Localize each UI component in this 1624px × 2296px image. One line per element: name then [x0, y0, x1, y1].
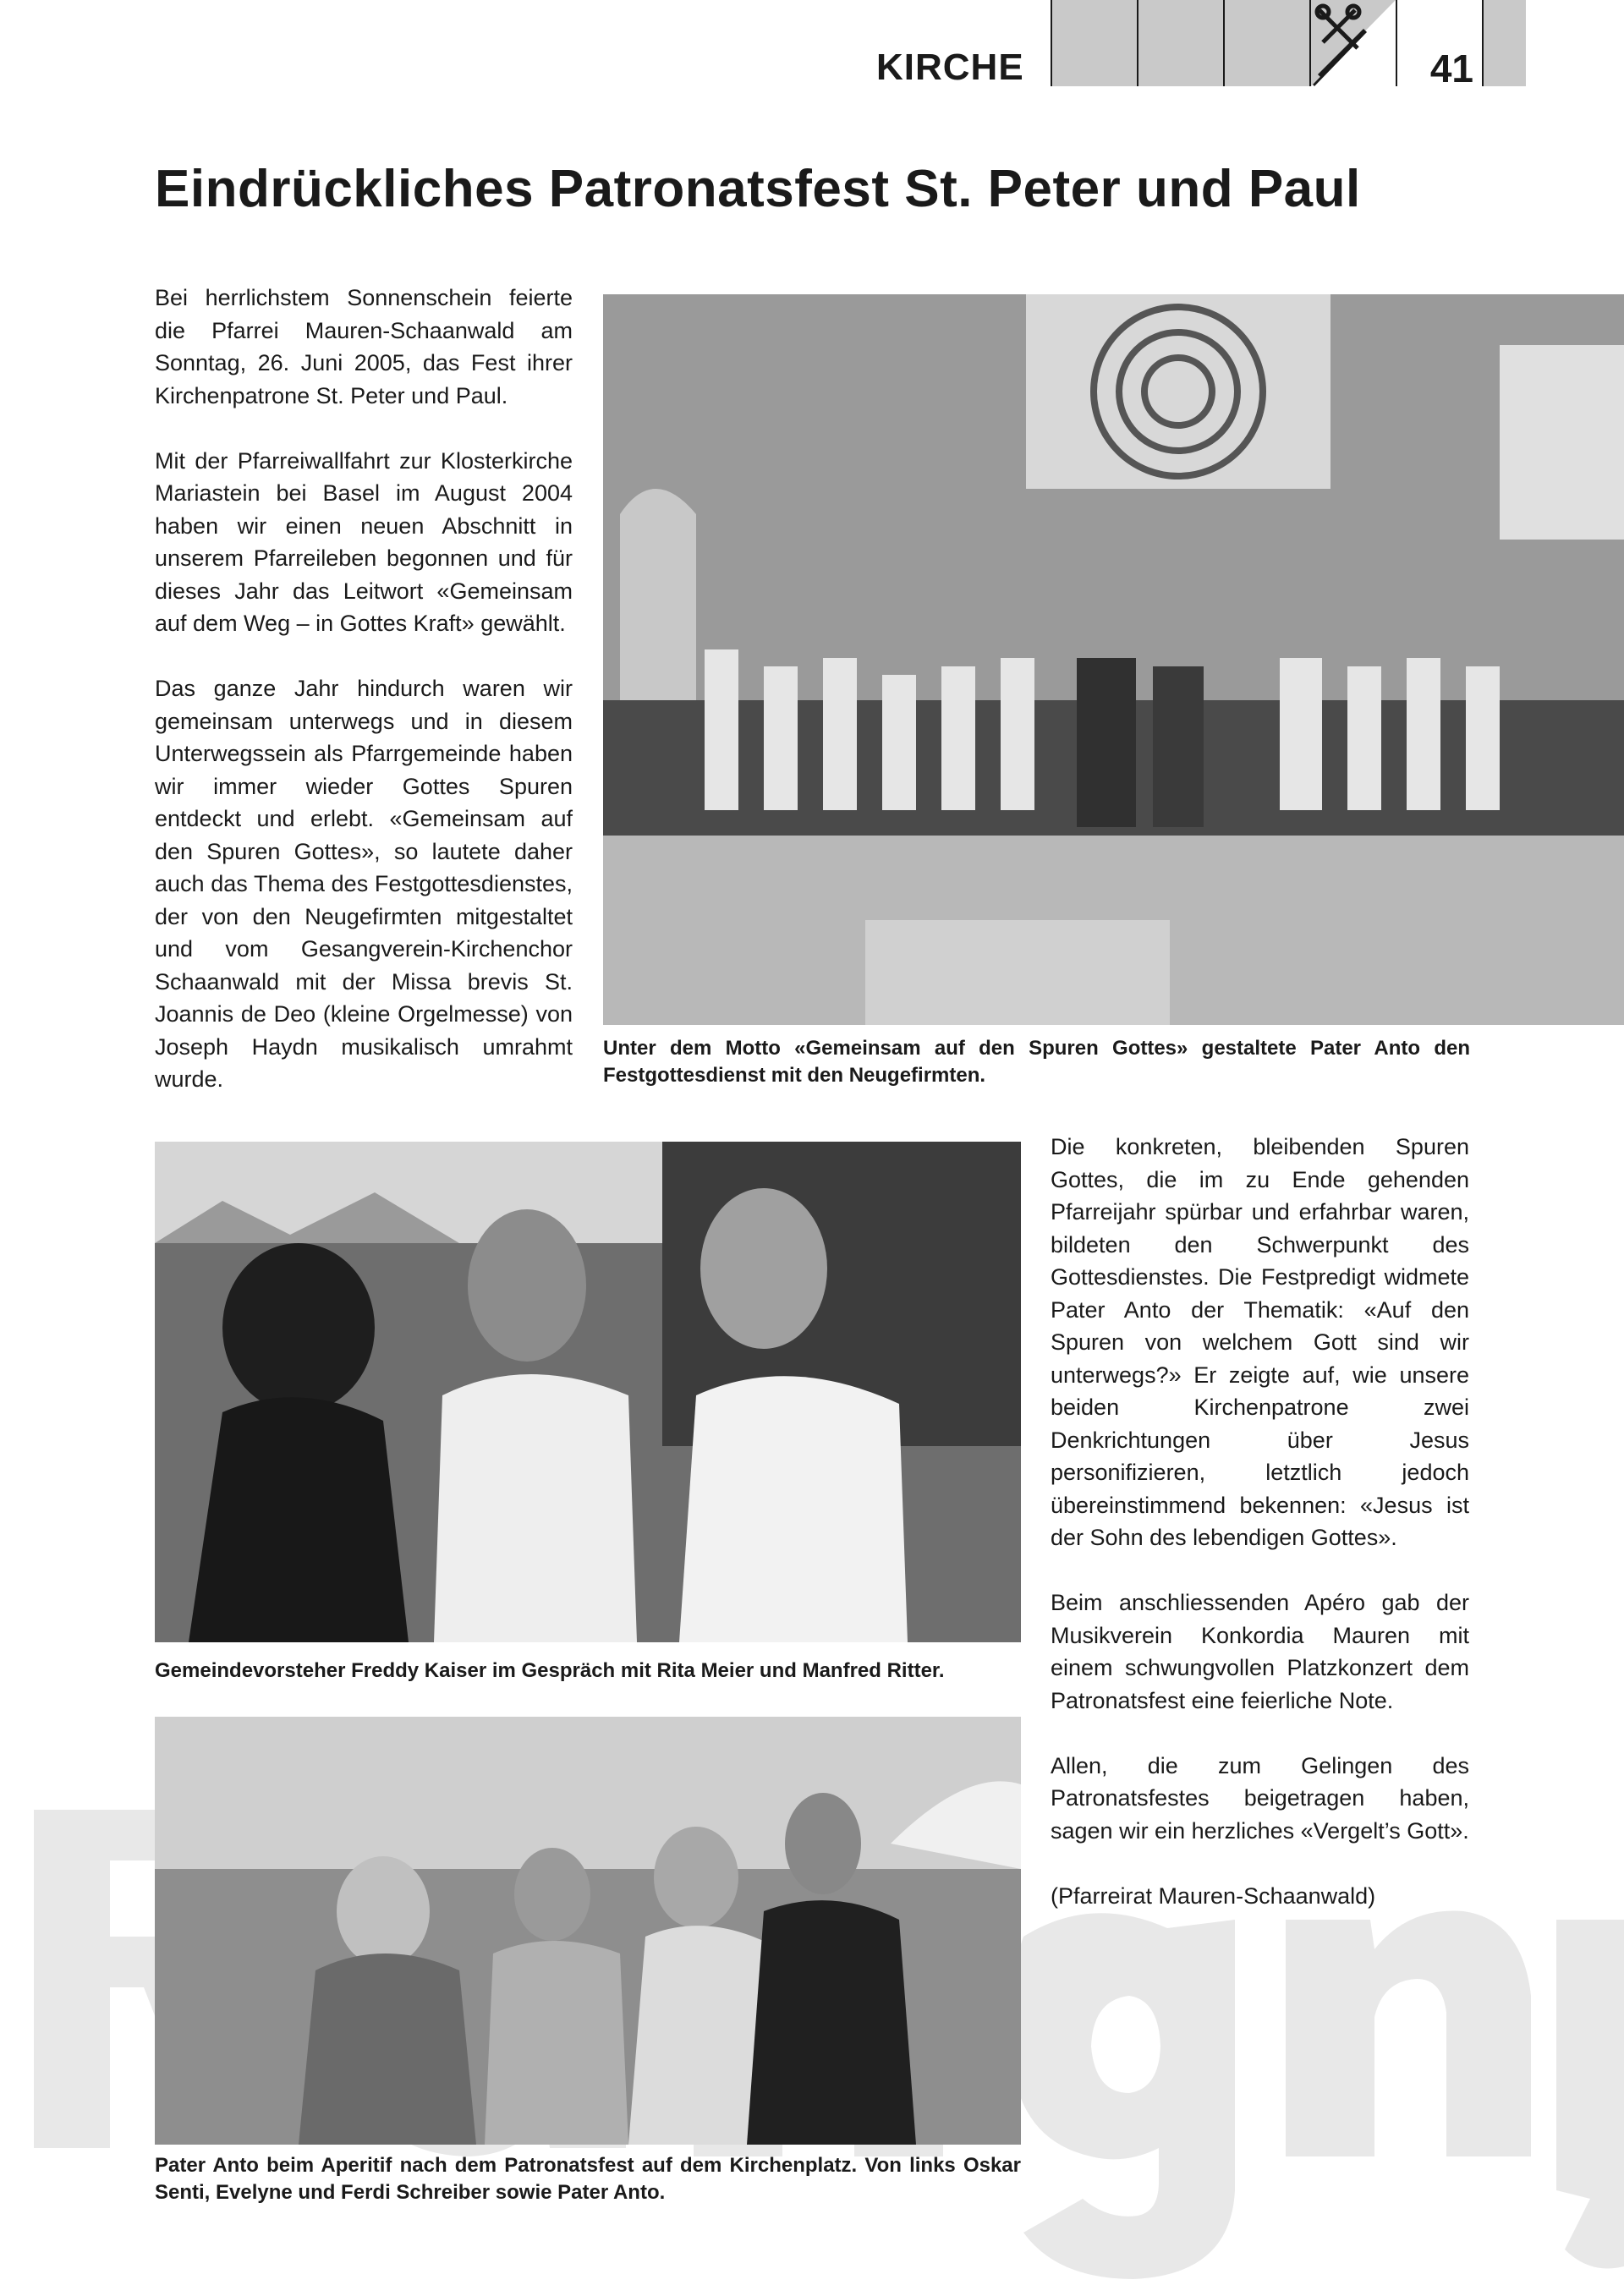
article-paragraph: Bei herrlichstem Sonnenschein feierte die Pfarrei Mauren-Schaanwald am Sonntag, 26. Juni 2005, das Fest ihrer Kirchenpatrone St. Peter und Paul.: [155, 285, 573, 408]
church-service-caption: Unter dem Motto «Gemeinsam auf den Spuren Gottes» gestaltete Pater Anto den Festgottesdienst mit den Neugefirmten.: [603, 1037, 1470, 1087]
article-left-column: [155, 282, 573, 1128]
article-paragraph: Beim anschliessenden Apéro gab der Musikverein Konkordia Mauren mit einem schwungvollen Platzkonzert dem Patronatsfest eine feierliche Note.: [1051, 1590, 1469, 1713]
header-grid: [1051, 0, 1526, 90]
page-number: 41: [1429, 47, 1473, 90]
header-emblem-cell: [1309, 0, 1396, 86]
aperitif-photo: [155, 1717, 1021, 2145]
page-number-box: [1396, 0, 1484, 90]
article-paragraph: Allen, die zum Gelingen des Patronatsfestes beigetragen haben, sagen wir ein herzliches «Vergelt’s Gott».: [1051, 1752, 1469, 1844]
header-grid-cell: [1051, 0, 1137, 86]
conversation-photo: [155, 1142, 1021, 1642]
header-grid-cell: [1137, 0, 1223, 86]
article-headline: Eindrückliches Patronatsfest St. Peter und Paul: [155, 160, 1361, 218]
conversation-caption: Gemeindevorsteher Freddy Kaiser im Gespräch mit Rita Meier und Manfred Ritter.: [155, 1659, 945, 1682]
church-service-photo: [603, 294, 1624, 1025]
article-right-column: [1051, 1131, 1469, 1945]
header-grid-cell: [1484, 0, 1526, 86]
article-signature: (Pfarreirat Mauren-Schaanwald): [1051, 1882, 1376, 1909]
article-paragraph: Das ganze Jahr hindurch waren wir gemeinsam unterwegs und in diesem Unterwegssein als Pfarrgemeinde haben wir immer wieder Gottes Spuren entdeckt und erlebt. «Gemeinsam auf den Spuren Gottes», so lautete daher auch das Thema des Festgottesdienstes, der von den Neugefirmten mitgestaltet und vom Gesangverein-Kirchenchor Schaanwald mit der Missa brevis St. Joannis de Deo (kleine Orgelmesse) von Joseph Haydn musikalisch umrahmt wurde.: [155, 676, 573, 1092]
article-paragraph: Mit der Pfarreiwallfahrt zur Klosterkirche Mariastein bei Basel im August 2004 haben wir einen neuen Abschnitt in unserem Pfarreileben begonnen und für dieses Jahr das Leitwort «Gemeinsam auf dem Weg – in Gottes Kraft» gewählt.: [155, 447, 573, 636]
crossed-keys-sword-icon: [1311, 0, 1396, 86]
header-grid-cell: [1223, 0, 1309, 86]
aperitif-caption: Pater Anto beim Aperitif nach dem Patronatsfest auf dem Kirchenplatz. Von links Oskar Senti, Evelyne und Ferdi Schreiber sowie Pater Anto.: [155, 2154, 1021, 2204]
section-label: KIRCHE: [876, 47, 1024, 88]
page-header: [0, 0, 1624, 88]
article-paragraph: Die konkreten, bleibenden Spuren Gottes, die im zu Ende gehenden Pfarreijahr spürbar und erfahrbar waren, bildeten den Schwerpunkt des Gottesdienstes. Die Festpredigt widmete Pater Anto der Thematik: «Auf den Spuren von welchem Gott sind wir unterwegs?» Er zeigte auf, wie unsere beiden Kirchenpatrone zwei Denkrichtungen über Jesus personifizieren, letztlich jedoch übereinstimmend bekennen: «Jesus ist der Sohn des lebendigen Gottes».: [1051, 1134, 1469, 1550]
